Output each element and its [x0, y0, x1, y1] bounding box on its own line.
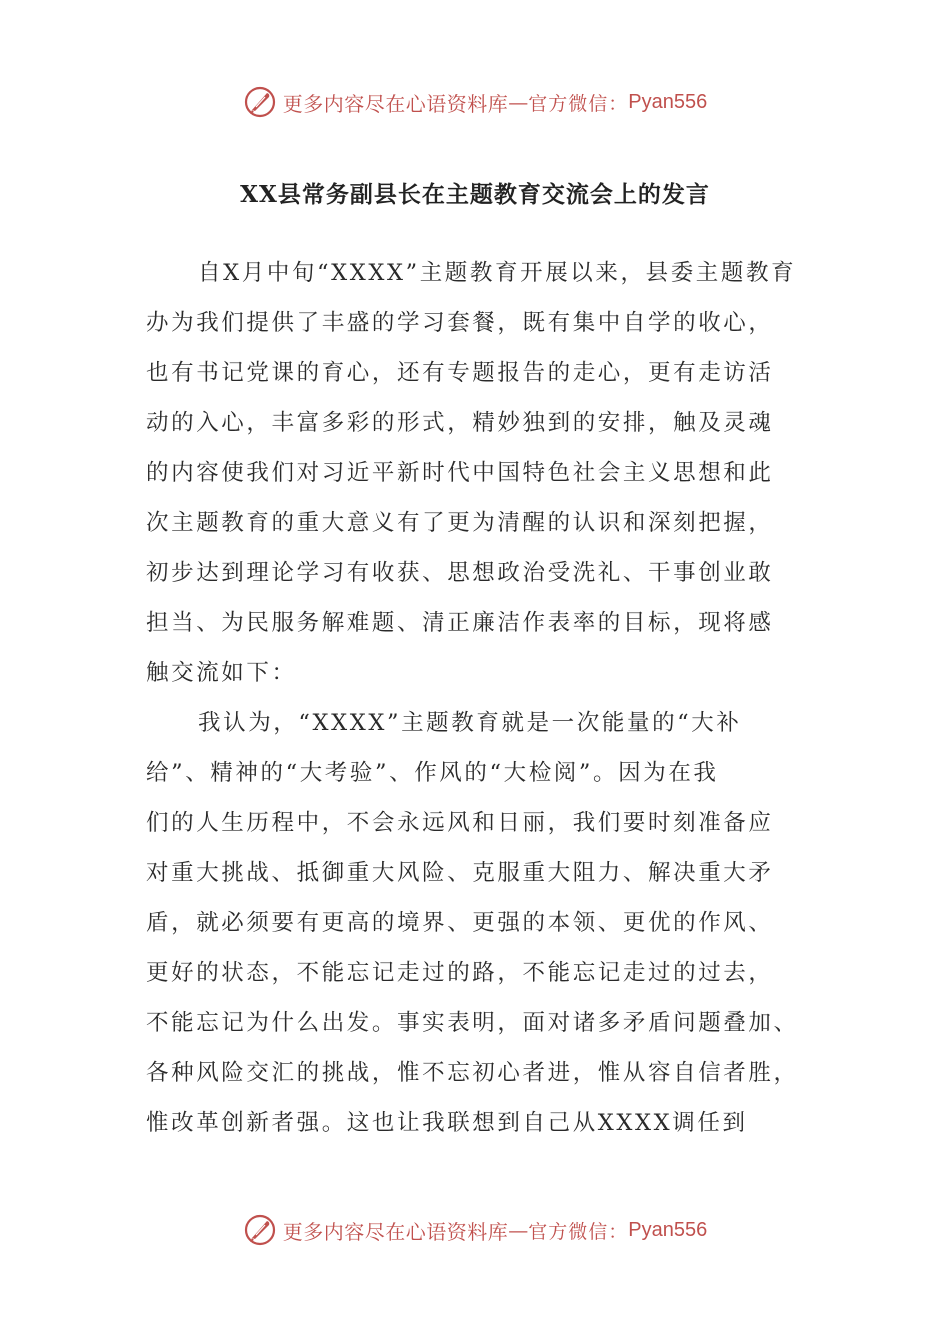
text-line: 自X月中旬“XXXX”主题教育开展以来，县委主题教育: [198, 260, 797, 286]
text-line: 惟改革创新者强。这也让我联想到自己从XXXX调任到: [146, 1110, 748, 1136]
paragraph-2: [146, 698, 808, 1148]
banner-wechat-id: Pyan556: [628, 90, 708, 113]
text-line: 触交流如下：: [146, 660, 297, 686]
banner-wechat-label: 官方微信：: [528, 1220, 629, 1243]
quill-pen-logo-icon: [243, 1213, 277, 1247]
text-line: 不能忘记为什么出发。事实表明，面对诸多矛盾问题叠加、: [146, 1010, 799, 1036]
paragraph-1: [146, 248, 808, 698]
banner-site-name: 更多内容尽在心语资料库: [282, 91, 509, 116]
text-line: 动的入心，丰富多彩的形式，精妙独到的安排，触及灵魂: [146, 410, 774, 436]
banner-dash: —: [508, 1218, 529, 1242]
document-body: [146, 248, 808, 1148]
text-line: 盾，就必须要有更高的境界、更强的本领、更优的作风、: [146, 910, 774, 936]
text-line: 给”、精神的“大考验”、作风的“大检阅”。因为在我: [146, 760, 719, 786]
text-line: 各种风险交汇的挑战，惟不忘初心者进，惟从容自信者胜，: [146, 1060, 799, 1086]
banner-dash: —: [508, 90, 529, 114]
banner-site-name: 更多内容尽在心语资料库: [282, 1219, 509, 1244]
footer-banner: [0, 1210, 950, 1250]
text-line: 更好的状态，不能忘记走过的路，不能忘记走过的过去，: [146, 960, 774, 986]
text-line: 办为我们提供了丰盛的学习套餐，既有集中自学的收心，: [146, 310, 774, 336]
text-line: 也有书记党课的育心，还有专题报告的走心，更有走访活: [146, 360, 774, 386]
banner-wechat-id: Pyan556: [628, 1218, 708, 1241]
document-title: XX县常务副县长在主题教育交流会上的发言: [240, 181, 710, 208]
text-line: 次主题教育的重大意义有了更为清醒的认识和深刻把握，: [146, 510, 774, 536]
text-line: 初步达到理论学习有收获、思想政治受洗礼、干事创业敢: [146, 560, 774, 586]
text-line: 担当、为民服务解难题、清正廉洁作表率的目标，现将感: [146, 610, 774, 636]
header-banner: [0, 82, 950, 122]
text-line: 的内容使我们对习近平新时代中国特色社会主义思想和此: [146, 460, 774, 486]
quill-pen-logo-icon: [243, 85, 277, 119]
text-line: 对重大挑战、抵御重大风险、克服重大阻力、解决重大矛: [146, 860, 774, 886]
text-line: 我认为，“XXXX”主题教育就是一次能量的“大补: [198, 710, 742, 736]
text-line: 们的人生历程中，不会永远风和日丽，我们要时刻准备应: [146, 810, 774, 836]
banner-wechat-label: 官方微信：: [528, 92, 629, 115]
